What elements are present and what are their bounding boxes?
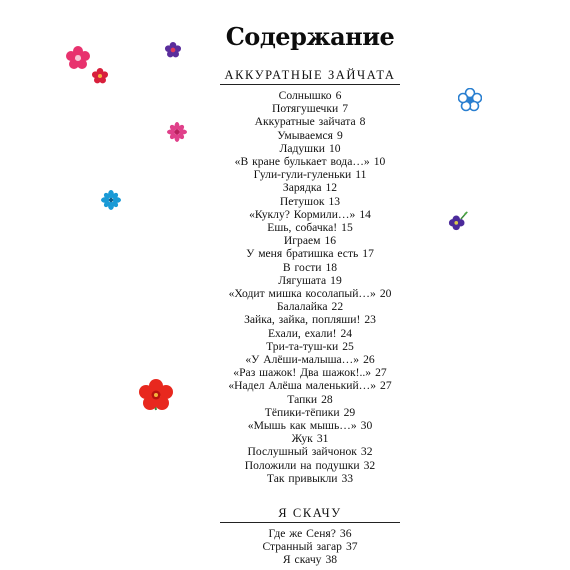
entry-title: «Мышь как мышь…» <box>247 419 357 433</box>
entry-page-number: 30 <box>360 419 373 433</box>
toc-entry <box>220 406 400 419</box>
toc-entry <box>220 181 400 194</box>
toc-entry <box>220 208 400 221</box>
entry-page-number: 32 <box>363 458 376 472</box>
entry-title: «Куклу? Кормили…» <box>249 207 356 221</box>
entry-page-number: 31 <box>316 432 329 446</box>
entry-title: У меня братишка есть <box>246 247 359 261</box>
toc-entry <box>220 155 400 168</box>
toc-entry <box>220 340 400 353</box>
toc-entry <box>220 366 400 379</box>
toc-entry <box>220 168 400 181</box>
pink-flower-icon <box>167 122 187 142</box>
toc-entry <box>220 89 400 102</box>
entry-page-number: 27 <box>380 379 392 393</box>
toc-entry <box>220 195 400 208</box>
toc-entry <box>220 419 400 432</box>
toc-entry <box>220 459 400 472</box>
entry-title: Положили на подушки <box>244 458 360 472</box>
entry-title: «Раз шажок! Два шажок!..» <box>233 366 372 380</box>
toc-entry <box>220 300 400 313</box>
entry-title: Петушок <box>279 194 325 208</box>
entry-title: Лягушата <box>278 273 327 287</box>
entry-page-number: 18 <box>325 260 338 274</box>
entry-page-number: 14 <box>359 207 371 221</box>
toc-entry <box>220 379 400 392</box>
entry-title: Играем <box>283 234 321 248</box>
entry-page-number: 36 <box>339 527 352 540</box>
entry-title: «Ходит мишка косолапый…» <box>228 287 376 301</box>
entry-title: Странный загар <box>262 540 342 554</box>
toc-entry <box>220 393 400 406</box>
entry-title: Где же Сеня? <box>268 527 336 540</box>
entry-title: Аккуратные зайчата <box>254 115 356 129</box>
entry-page-number: 38 <box>325 553 338 567</box>
entry-page-number: 24 <box>340 326 353 340</box>
entry-page-number: 33 <box>341 471 354 485</box>
entry-title: Умываемся <box>277 128 333 142</box>
blue-white-flower-icon <box>458 88 482 112</box>
entry-title: Балалайка <box>276 300 328 314</box>
toc-entry <box>220 287 400 300</box>
entry-page-number: 20 <box>379 287 392 301</box>
entry-title: Три-та-туш-ки <box>266 339 339 353</box>
entry-title: Гули-гули-гуленьки <box>253 168 352 182</box>
purple-flower-icon <box>165 42 181 58</box>
section-title: АККУРАТНЫЕ ЗАЙЧАТА <box>220 68 400 85</box>
toc-entry <box>220 221 400 234</box>
section-title: Я СКАЧУ <box>220 506 400 523</box>
toc-entry <box>220 527 400 540</box>
entry-title: Я скачу <box>282 553 322 567</box>
entry-title: Ладушки <box>279 141 325 155</box>
entry-title: Так привыкли <box>266 471 338 485</box>
section-1 <box>220 68 400 485</box>
entry-page-number: 10 <box>373 155 386 169</box>
pink-flower-icon <box>66 46 90 70</box>
entry-title: В гости <box>282 260 322 274</box>
entry-page-number: 9 <box>336 128 343 142</box>
toc-entry <box>220 129 400 142</box>
entry-page-number: 13 <box>328 194 341 208</box>
entry-page-number: 37 <box>345 540 358 554</box>
toc-entry <box>220 102 400 115</box>
entry-page-number: 10 <box>328 141 341 155</box>
entry-page-number: 26 <box>363 353 375 367</box>
red-flower-icon <box>92 68 108 84</box>
entry-title: Зайка, зайка, попляши! <box>244 313 361 327</box>
entry-page-number: 32 <box>360 445 373 459</box>
entry-page-number: 23 <box>364 313 376 327</box>
entry-title: Зарядка <box>282 181 322 195</box>
page-title: Содержание <box>225 22 395 51</box>
violet-flower-icon <box>448 210 470 232</box>
toc-entry <box>220 261 400 274</box>
toc-entry <box>220 327 400 340</box>
toc-entry <box>220 432 400 445</box>
entry-page-number: 16 <box>324 234 337 248</box>
entry-title: «Надел Алёша маленький…» <box>228 379 377 393</box>
toc-entry <box>220 142 400 155</box>
entry-title: Потягушечки <box>271 102 339 116</box>
entry-page-number: 17 <box>362 247 374 261</box>
toc-entry <box>220 540 400 553</box>
entry-page-number: 25 <box>342 339 354 353</box>
entry-page-number: 6 <box>335 89 342 102</box>
entry-page-number: 8 <box>359 115 366 129</box>
entry-title: Солнышко <box>278 89 332 102</box>
entry-title: Ехали, ехали! <box>267 326 337 340</box>
entry-page-number: 27 <box>375 366 387 380</box>
entry-page-number: 28 <box>321 392 333 406</box>
entry-title: «У Алёши-малыша…» <box>245 353 360 367</box>
entry-page-number: 19 <box>330 273 342 287</box>
red-flower-icon <box>138 378 174 414</box>
toc-entry <box>220 247 400 260</box>
entry-title: «В кране булькает вода…» <box>234 155 370 169</box>
entry-page-number: 11 <box>355 168 367 182</box>
entry-page-number: 22 <box>331 300 344 314</box>
toc-entry <box>220 445 400 458</box>
entry-page-number: 15 <box>341 221 353 235</box>
entry-title: Тёпики-тёпики <box>264 405 340 419</box>
entry-page-number: 29 <box>343 405 356 419</box>
toc-entry <box>220 115 400 128</box>
toc-entry <box>220 234 400 247</box>
toc-entry <box>220 472 400 485</box>
entry-title: Тапки <box>287 392 318 406</box>
toc-entry <box>220 313 400 326</box>
section-2-entries <box>220 527 400 567</box>
toc-entry <box>220 553 400 566</box>
entry-page-number: 12 <box>325 181 338 195</box>
toc-entry <box>220 274 400 287</box>
entry-title: Послушный зайчонок <box>247 445 357 459</box>
section-2 <box>220 506 400 567</box>
section-1-entries <box>220 89 400 485</box>
entry-page-number: 7 <box>342 102 349 116</box>
toc-entry <box>220 353 400 366</box>
blue-flower-icon <box>101 190 121 210</box>
entry-title: Жук <box>291 432 313 446</box>
entry-title: Ешь, собачка! <box>267 221 338 235</box>
